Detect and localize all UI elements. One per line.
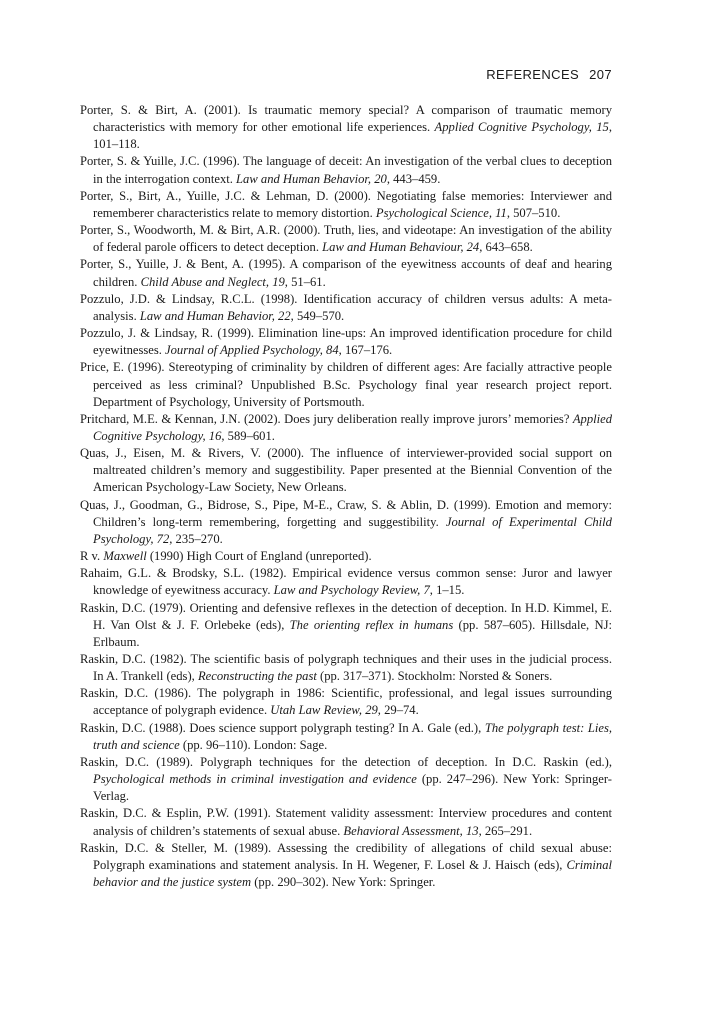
reference-text: Raskin, D.C. (1982). The scientific basis of polygraph techniques and their uses in the judicial process. In A. Trankell (eds), — [80, 652, 612, 684]
reference-source-title: Applied Cognitive Psychology, 15 — [434, 120, 609, 135]
reference-text: Quas, J., Goodman, G., Bidrose, S., Pipe, M-E., Craw, S. & Ablin, D. (1999). Emotion and memory: Children’s long-term remembering, forgetting and suggestibility. — [80, 497, 612, 529]
reference-entry — [80, 600, 612, 651]
reference-source-title: Reconstructing the past — [197, 669, 317, 684]
reference-text: Raskin, D.C. & Steller, M. (1989). Assessing the credibility of allegations of child sexual abuse: Polygraph examinations and statement analysis. In H. Wegener, F. Losel & J. Haisch (eds), — [80, 840, 612, 872]
section-title: REFERENCES — [486, 67, 580, 82]
reference-entry — [80, 497, 612, 548]
reference-entry — [80, 256, 612, 290]
reference-entry — [80, 291, 612, 325]
reference-text: , 507–510. — [506, 205, 561, 220]
reference-source-title: Law and Psychology Review, 7 — [273, 583, 430, 598]
reference-entry — [80, 153, 612, 187]
reference-source-title: Journal of Applied Psychology, 84 — [165, 343, 339, 358]
reference-text: Pozzulo, J.D. & Lindsay, R.C.L. (1998). Identification accuracy of children versus adults: A meta-analysis. — [80, 291, 612, 323]
reference-text: Porter, S. & Birt, A. (2001). Is traumatic memory special? A comparison of traumatic memory characteristics with memory for other emotional life experiences. — [80, 103, 612, 135]
reference-text: , 1–15. — [429, 583, 465, 598]
reference-source-title: Law and Human Behaviour, 24 — [322, 240, 480, 255]
reference-text: , 167–176. — [338, 343, 393, 358]
reference-entry — [80, 565, 612, 599]
reference-source-title: Behavioral Assessment, 13 — [343, 823, 479, 838]
reference-text: Quas, J., Eisen, M. & Rivers, V. (2000). The influence of interviewer-provided social support on maltreated children’s memory and suggestibility. Paper presented at the Biennial Convention of the American Psychology-Law Society, New Orleans. — [80, 446, 612, 495]
reference-text: Porter, S. & Yuille, J.C. (1996). The language of deceit: An investigation of the verbal clues to deception in the interrogation context. — [80, 154, 612, 186]
reference-text: Raskin, D.C. (1979). Orienting and defensive reflexes in the detection of deception. In H.D. Kimmel, E. H. Van Olst & J. F. Orlebeke (eds), — [80, 600, 612, 632]
reference-source-title: The polygraph test: Lies, truth and science — [93, 720, 613, 752]
reference-source-title: The orienting reflex in humans — [289, 617, 454, 632]
reference-entry — [80, 840, 612, 891]
reference-text: , 589–601. — [221, 428, 275, 443]
reference-text: (pp. 247–296). New York: Springer-Verlag. — [93, 772, 612, 804]
reference-text: , 235–270. — [169, 531, 223, 546]
reference-text: Pritchard, M.E. & Kennan, J.N. (2002). Does jury deliberation really improve jurors’ memories? — [80, 411, 573, 426]
reference-text: , 443–459. — [386, 171, 441, 186]
reference-text: Raskin, D.C. & Esplin, P.W. (1991). Statement validity assessment: Interview procedures and content analysis of children’s statements of sexual abuse. — [80, 806, 612, 838]
reference-text: Raskin, D.C. (1986). The polygraph in 1986: Scientific, professional, and legal issues surrounding acceptance of polygraph evidence. — [80, 686, 612, 718]
reference-entry — [80, 325, 612, 359]
reference-entry — [80, 754, 612, 805]
reference-text: Porter, S., Yuille, J. & Bent, A. (1995). A comparison of the eyewitness accounts of deaf and hearing children. — [80, 257, 612, 289]
reference-source-title: Psychological methods in criminal investigation and evidence — [93, 772, 417, 787]
reference-source-title: Applied Cognitive Psychology, 16 — [93, 411, 612, 443]
reference-entry — [80, 411, 612, 445]
reference-entry — [80, 720, 612, 754]
reference-text: Pozzulo, J. & Lindsay, R. (1999). Elimination line-ups: An improved identification procedure for child eyewitnesses. — [80, 326, 612, 358]
reference-source-title: Maxwell — [103, 549, 147, 564]
reference-source-title: Psychological Science, 11 — [375, 205, 507, 220]
reference-list — [80, 102, 612, 891]
reference-entry — [80, 805, 612, 839]
reference-entry — [80, 222, 612, 256]
reference-text: (pp. 96–110). London: Sage. — [179, 737, 328, 752]
reference-entry — [80, 188, 612, 222]
reference-source-title: Law and Human Behavior, 22 — [139, 308, 291, 323]
reference-text: (pp. 290–302). New York: Springer. — [251, 875, 436, 890]
reference-text: Porter, S., Woodworth, M. & Birt, A.R. (2000). Truth, lies, and videotape: An investigation of the ability of federal parole officers to detect deception. — [80, 223, 612, 255]
reference-text: (pp. 587–605). Hillsdale, NJ: Erlbaum. — [93, 617, 613, 649]
reference-source-title: Criminal behavior and the justice system — [93, 857, 612, 890]
reference-text: (pp. 317–371). Stockholm: Norsted & Soners. — [316, 669, 553, 684]
reference-text: Raskin, D.C. (1988). Does science support polygraph testing? In A. Gale (ed.), — [80, 720, 485, 735]
reference-text: , 549–570. — [290, 308, 345, 323]
reference-source-title: Journal of Experimental Child Psychology, 72 — [93, 514, 612, 546]
reference-entry — [80, 102, 612, 153]
reference-text: , 51–61. — [284, 274, 326, 289]
reference-entry — [80, 548, 612, 565]
reference-text: R — [80, 549, 89, 564]
reference-text: (1990) High Court of England (unreported). — [146, 549, 372, 564]
reference-text: v. — [88, 549, 104, 564]
running-head — [486, 67, 612, 82]
reference-source-title: Utah Law Review, 29 — [270, 703, 378, 718]
reference-text: Rahaim, G.L. & Brodsky, S.L. (1982). Empirical evidence versus common sense: Juror and lawyer knowledge of eyewitness accuracy. — [80, 566, 612, 598]
reference-entry — [80, 445, 612, 496]
reference-entry — [80, 685, 612, 719]
reference-text: Porter, S., Birt, A., Yuille, J.C. & Lehman, D. (2000). Negotiating false memories: Interviewer and rememberer characteristics relate to memory distortion. — [80, 188, 612, 220]
page-number: 207 — [589, 67, 612, 82]
reference-text: Raskin, D.C. (1989). Polygraph techniques for the detection of deception. In D.C. Raskin (ed.), — [80, 754, 612, 769]
reference-source-title: Child Abuse and Neglect, 19 — [140, 274, 285, 289]
reference-text: , 265–291. — [478, 823, 533, 838]
reference-text: , 101–118. — [93, 120, 612, 152]
reference-text: , 29–74. — [377, 703, 419, 718]
reference-text: Price, E. (1996). Stereotyping of criminality by children of different ages: Are facially attractive people perceived as less criminal? Unpublished B.Sc. Psychology final year research project report. Department of Psychology, University of Portsmouth. — [80, 360, 612, 409]
reference-entry — [80, 651, 612, 685]
reference-entry — [80, 359, 612, 410]
reference-source-title: Law and Human Behavior, 20 — [236, 171, 387, 186]
reference-text: , 643–658. — [479, 240, 533, 255]
